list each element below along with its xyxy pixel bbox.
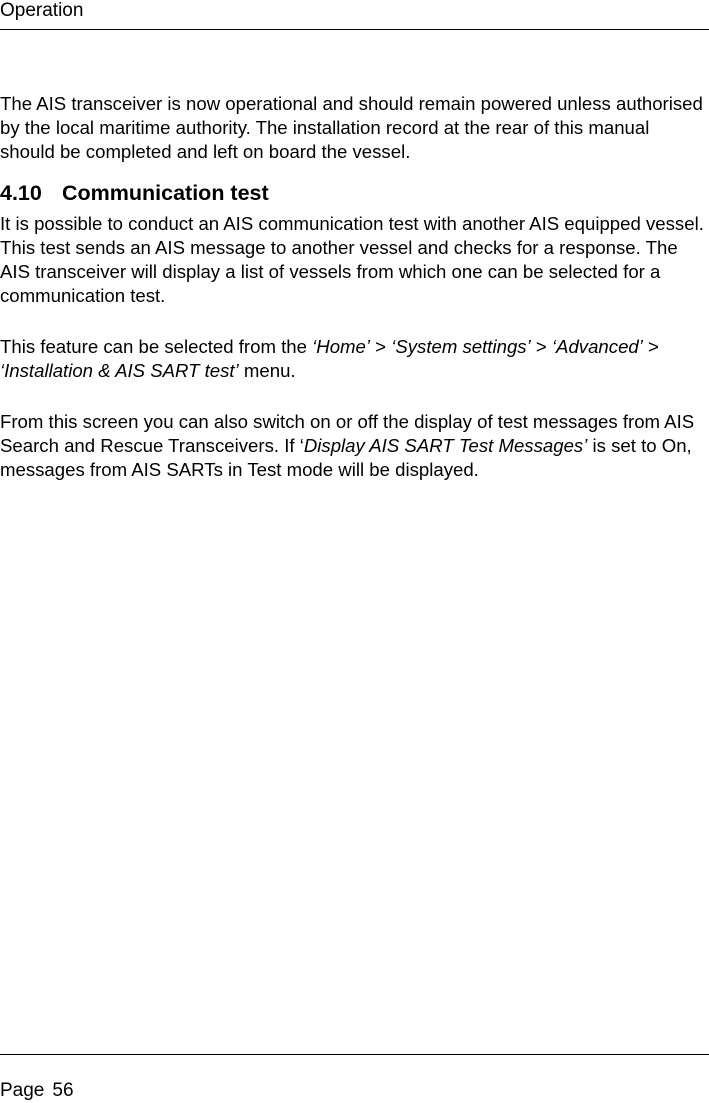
section-number: 4.10 xyxy=(0,181,42,205)
menu-advanced: ‘Advanced’ xyxy=(551,336,643,357)
page-content xyxy=(0,92,709,482)
sart-text-end: is set to On, messages from AIS SARTs in Test mode will be displayed. xyxy=(0,435,692,480)
running-header: Operation xyxy=(0,0,84,21)
section-heading xyxy=(0,179,709,207)
menu-separator: > xyxy=(530,336,552,357)
page-number: 56 xyxy=(52,1080,74,1101)
sart-text-start: From this screen you can also switch on or off the display of test messages from AIS Search and Rescue Transceivers. If ‘ xyxy=(0,411,695,456)
page-label: Page xyxy=(0,1080,45,1101)
menu-system-settings: ‘System settings’ xyxy=(391,336,531,357)
sart-setting-name: Display AIS SART Test Messages’ xyxy=(303,435,588,456)
intro-paragraph: The AIS transceiver is now operational and should remain powered unless authorised by the local maritime authority. The installation record at the rear of this manual should be completed and left on board the vessel. xyxy=(0,93,703,162)
menu-separator: > xyxy=(642,336,659,357)
menu-path-paragraph xyxy=(0,335,709,383)
header-rule xyxy=(0,29,709,30)
menu-installation-sart-test: ‘Installation & AIS SART test’ xyxy=(0,360,239,381)
communication-test-paragraph: It is possible to conduct an AIS communication test with another AIS equipped vessel. This test sends an AIS message to another vessel and checks for a response. The AIS transceiver will display a list of vessels from which one can be selected for a communication test. xyxy=(0,213,704,306)
menu-path-suffix: menu. xyxy=(238,360,296,381)
footer-rule xyxy=(0,1054,709,1055)
menu-separator: > xyxy=(370,336,392,357)
menu-home: ‘Home’ xyxy=(312,336,371,357)
menu-path-text: This feature can be selected from the xyxy=(0,336,313,357)
page-footer xyxy=(0,1080,74,1102)
section-title: Communication test xyxy=(62,181,269,205)
sart-test-paragraph xyxy=(0,410,709,482)
